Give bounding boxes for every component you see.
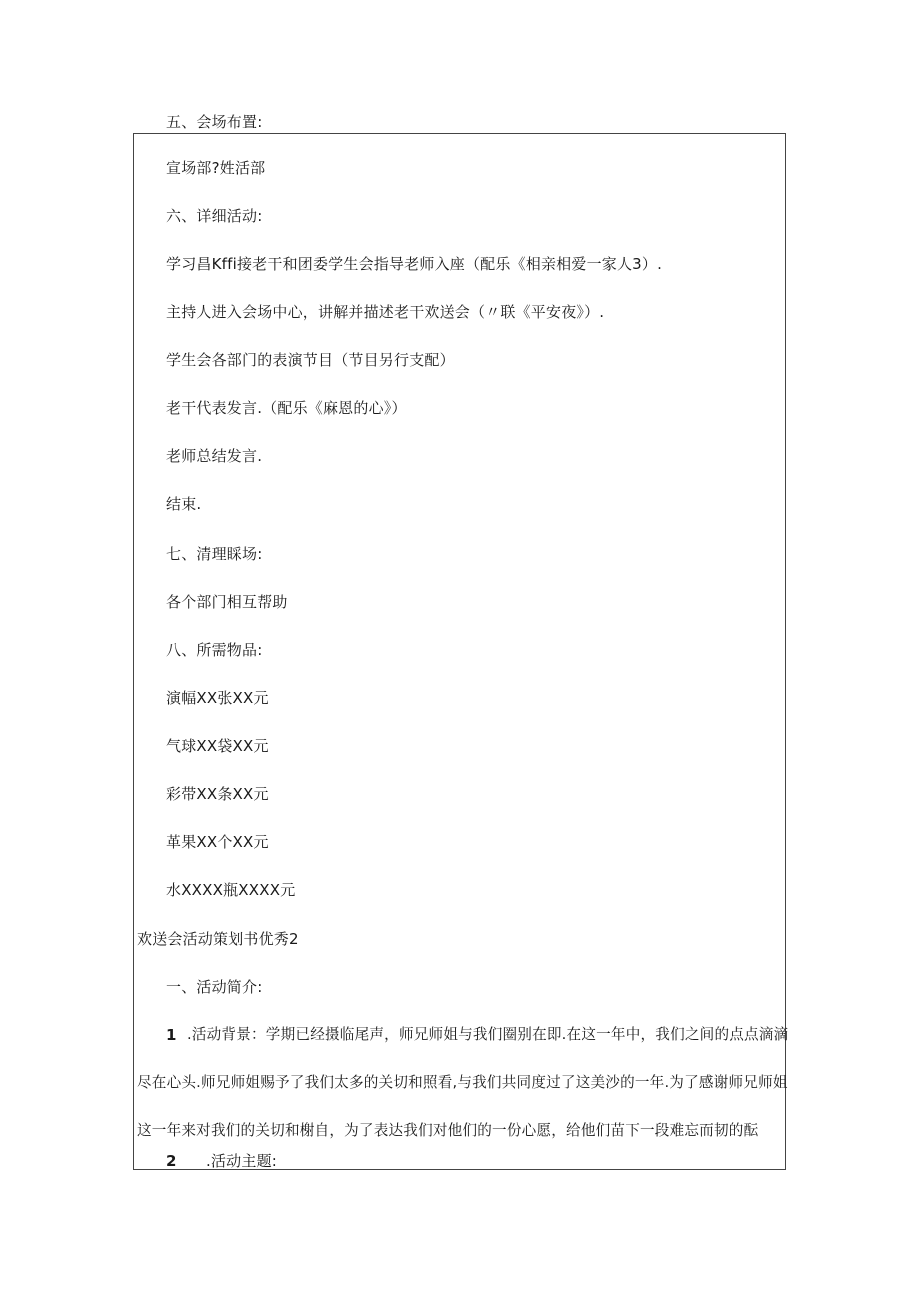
document-2-title: 欢送会活动策划书优秀2	[137, 930, 299, 948]
supply-item: 气球XX袋XX元	[166, 737, 269, 755]
section-7-heading: 七、清理睬场:	[166, 545, 263, 563]
doc2-item-2-label: .活动主题:	[206, 1152, 278, 1170]
activity-item: 学生会各部门的表演节目（节目另行支配）	[166, 351, 455, 369]
doc2-item-1-line: 尽在心头.师兄师姐赐予了我们太多的关切和照看,与我们共同度过了这美沙的一年.为了感谢师兄师姐	[137, 1074, 788, 1091]
doc2-item-2-number: 2	[166, 1152, 177, 1170]
section-7-body: 各个部门相互帮助	[166, 593, 288, 611]
section-5-heading: 五、会场布置:	[166, 113, 263, 131]
doc2-section-1-heading: 一、活动简介:	[166, 978, 263, 996]
activity-item: 老干代表发言.（配乐《麻恩的心》）	[166, 399, 407, 417]
supply-item: 革果XX个XX元	[166, 833, 269, 851]
activity-item: 老师总结发言.	[166, 447, 263, 465]
section-5-body: 宣场部?姓活部	[166, 159, 266, 177]
doc2-item-1-number: 1	[166, 1026, 177, 1044]
section-6-heading: 六、详细活动:	[166, 207, 263, 225]
doc2-item-1-line: 这一年来对我们的关切和榭自，为了表达我们对他们的一份心愿，给他们苗下一段难忘而韧的酝	[137, 1122, 759, 1139]
section-8-heading: 八、所需物品:	[166, 641, 263, 659]
activity-item: 学习昌Kffi接老干和团委学生会指导老师入座（配乐《相亲相爱一家人3）.	[166, 255, 663, 273]
doc2-item-1-line: .活动背景：学期已经摄临尾声，师兄师姐与我们圈别在即.在这一年中，我们之间的点点滴滴	[187, 1026, 789, 1043]
activity-item: 主持人进入会场中心，讲解并描述老干欢送会（〃联《平安夜》）.	[166, 303, 605, 321]
supply-item: 彩带XX条XX元	[166, 785, 269, 803]
supply-item: 演幅XX张XX元	[166, 689, 269, 707]
activity-item: 结束.	[166, 495, 202, 513]
supply-item: 水XXXX瓶XXXX元	[166, 881, 296, 899]
